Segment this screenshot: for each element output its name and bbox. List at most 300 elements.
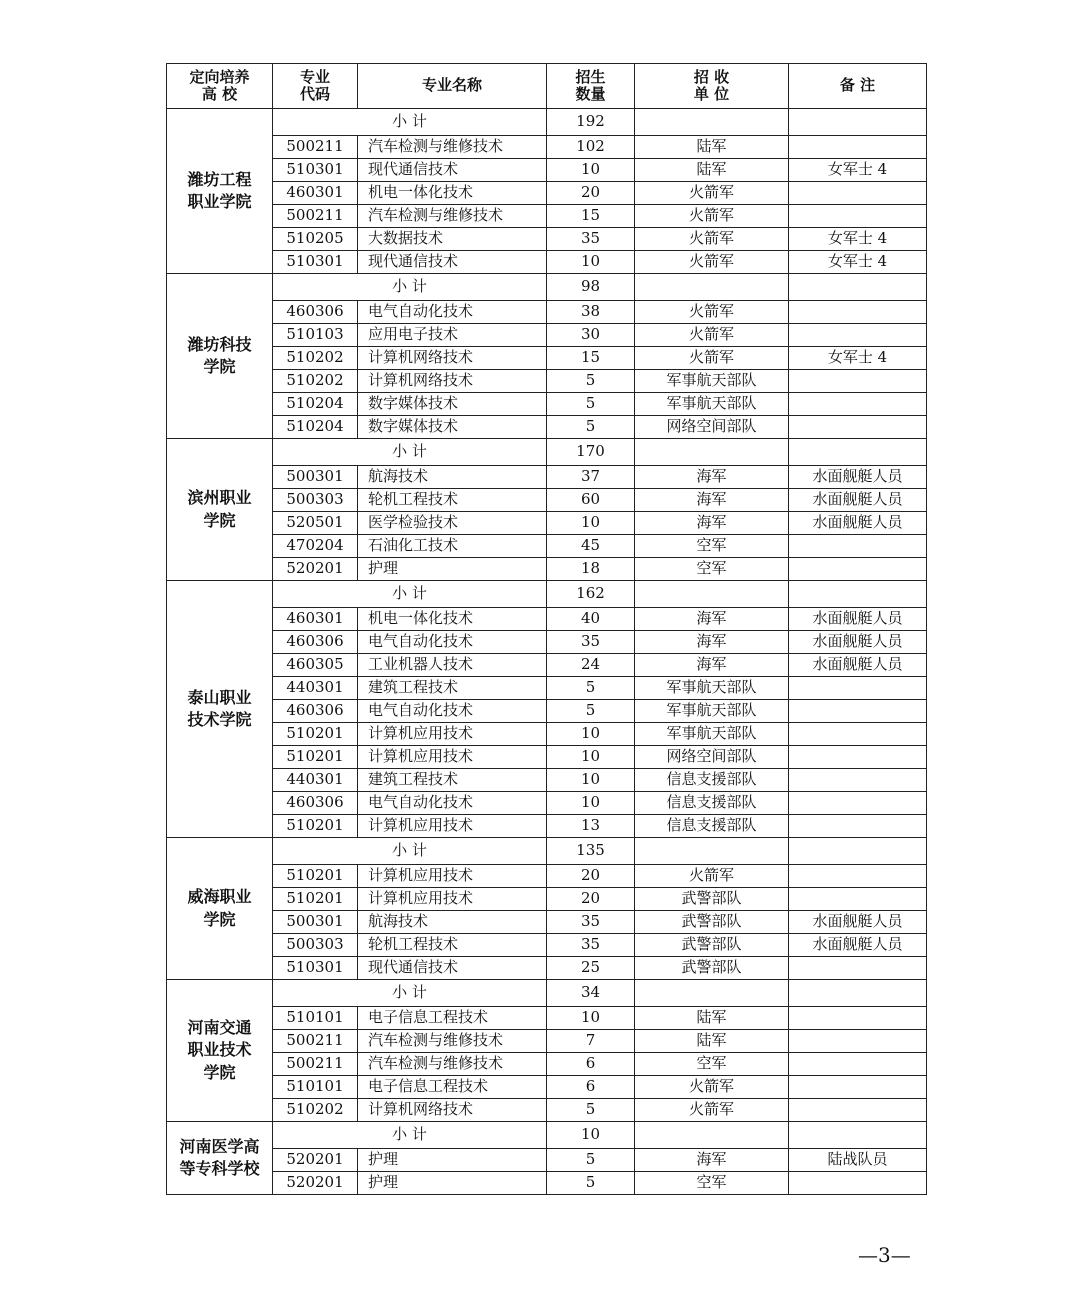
table-row	[167, 535, 927, 558]
table-row	[167, 1076, 927, 1099]
table-row	[167, 347, 927, 370]
major-code: 510204	[273, 393, 358, 416]
table-row	[167, 677, 927, 700]
remark	[789, 301, 927, 324]
major-name: 现代通信技术	[358, 159, 547, 182]
enroll-count: 10	[547, 1007, 635, 1030]
enroll-count: 35	[547, 631, 635, 654]
remark	[789, 136, 927, 159]
major-code: 470204	[273, 535, 358, 558]
subtotal-note-empty	[789, 1122, 927, 1149]
subtotal-note-empty	[789, 439, 927, 466]
remark: 女军士 4	[789, 347, 927, 370]
major-name: 建筑工程技术	[358, 677, 547, 700]
major-code: 460301	[273, 608, 358, 631]
enroll-count: 24	[547, 654, 635, 677]
table-row	[167, 512, 927, 535]
major-code: 510101	[273, 1076, 358, 1099]
major-name: 航海技术	[358, 466, 547, 489]
recruit-unit: 空军	[635, 535, 789, 558]
school-name-line: 学院	[203, 357, 236, 376]
major-code: 460306	[273, 700, 358, 723]
enroll-count: 10	[547, 512, 635, 535]
remark	[789, 815, 927, 838]
table-row	[167, 1007, 927, 1030]
major-name: 护理	[358, 558, 547, 581]
major-name: 计算机应用技术	[358, 865, 547, 888]
table-row	[167, 1053, 927, 1076]
recruit-unit: 网络空间部队	[635, 416, 789, 439]
recruit-unit: 海军	[635, 1149, 789, 1172]
major-code: 520201	[273, 1172, 358, 1195]
table-row	[167, 888, 927, 911]
recruit-unit: 空军	[635, 558, 789, 581]
major-name: 电子信息工程技术	[358, 1076, 547, 1099]
recruit-unit: 信息支援部队	[635, 769, 789, 792]
major-name: 计算机应用技术	[358, 815, 547, 838]
major-code: 510103	[273, 324, 358, 347]
enroll-count: 5	[547, 393, 635, 416]
major-code: 500211	[273, 136, 358, 159]
subtotal-note-empty	[789, 838, 927, 865]
major-code: 510201	[273, 815, 358, 838]
major-name: 计算机应用技术	[358, 746, 547, 769]
school-name-cell	[167, 581, 273, 838]
enroll-count: 5	[547, 370, 635, 393]
major-name: 计算机应用技术	[358, 888, 547, 911]
recruit-unit: 火箭军	[635, 251, 789, 274]
table-row	[167, 136, 927, 159]
major-code: 510301	[273, 251, 358, 274]
major-name: 医学检验技术	[358, 512, 547, 535]
enroll-count: 5	[547, 677, 635, 700]
major-code: 500211	[273, 205, 358, 228]
subtotal-unit-empty	[635, 439, 789, 466]
remark	[789, 535, 927, 558]
school-name-cell	[167, 109, 273, 274]
remark	[789, 865, 927, 888]
remark: 水面舰艇人员	[789, 608, 927, 631]
table-row	[167, 466, 927, 489]
major-code: 510201	[273, 723, 358, 746]
major-code: 510202	[273, 370, 358, 393]
enroll-count: 20	[547, 865, 635, 888]
subtotal-unit-empty	[635, 980, 789, 1007]
enroll-count: 5	[547, 700, 635, 723]
enroll-count: 25	[547, 957, 635, 980]
table-row	[167, 1172, 927, 1195]
school-name-line: 滨州职业	[187, 488, 252, 508]
major-code: 440301	[273, 677, 358, 700]
recruit-unit: 火箭军	[635, 347, 789, 370]
enroll-count: 35	[547, 228, 635, 251]
remark: 水面舰艇人员	[789, 631, 927, 654]
enroll-count: 37	[547, 466, 635, 489]
school-name-line: 学院	[203, 909, 236, 929]
remark	[789, 205, 927, 228]
table-row	[167, 393, 927, 416]
school-name-line: 学院	[203, 510, 236, 530]
major-code: 500303	[273, 934, 358, 957]
school-name-cell	[167, 980, 273, 1122]
enroll-count: 20	[547, 182, 635, 205]
school-name-line: 潍坊工程	[187, 169, 252, 189]
remark	[789, 558, 927, 581]
enroll-count: 45	[547, 535, 635, 558]
school-name-line: 泰山职业	[187, 687, 252, 707]
remark: 水面舰艇人员	[789, 489, 927, 512]
major-name: 计算机网络技术	[358, 347, 547, 370]
subtotal-unit-empty	[635, 1122, 789, 1149]
header-code: 专业 代码	[273, 64, 358, 109]
major-name: 数字媒体技术	[358, 416, 547, 439]
remark	[789, 1030, 927, 1053]
enroll-count: 40	[547, 608, 635, 631]
school-name-cell	[167, 1122, 273, 1195]
enroll-count: 35	[547, 911, 635, 934]
enroll-count: 15	[547, 205, 635, 228]
recruit-unit: 陆军	[635, 1030, 789, 1053]
subtotal-count: 135	[547, 838, 635, 865]
recruit-unit: 军事航天部队	[635, 677, 789, 700]
table-row	[167, 654, 927, 677]
table-row	[167, 489, 927, 512]
enroll-count: 10	[547, 159, 635, 182]
enroll-count: 7	[547, 1030, 635, 1053]
header-school: 定向培养 高 校	[167, 64, 273, 109]
school-name-line: 威海职业	[187, 887, 252, 907]
subtotal-row	[167, 838, 927, 865]
major-name: 现代通信技术	[358, 957, 547, 980]
table-row	[167, 815, 927, 838]
enroll-count: 18	[547, 558, 635, 581]
table-row	[167, 1099, 927, 1122]
school-name-line: 河南医学高	[179, 1136, 260, 1156]
subtotal-label: 小 计	[273, 980, 547, 1007]
major-code: 500211	[273, 1030, 358, 1053]
enroll-count: 10	[547, 251, 635, 274]
remark	[789, 957, 927, 980]
table-row	[167, 700, 927, 723]
subtotal-unit-empty	[635, 581, 789, 608]
recruit-unit: 武警部队	[635, 888, 789, 911]
major-name: 机电一体化技术	[358, 608, 547, 631]
recruit-unit: 军事航天部队	[635, 700, 789, 723]
enroll-count: 5	[547, 1099, 635, 1122]
subtotal-note-empty	[789, 274, 927, 301]
recruit-unit: 军事航天部队	[635, 370, 789, 393]
major-code: 510205	[273, 228, 358, 251]
subtotal-row	[167, 581, 927, 608]
enroll-count: 5	[547, 416, 635, 439]
enroll-count: 5	[547, 1149, 635, 1172]
major-name: 工业机器人技术	[358, 654, 547, 677]
remark: 女军士 4	[789, 228, 927, 251]
subtotal-row	[167, 980, 927, 1007]
enroll-count: 102	[547, 136, 635, 159]
enroll-count: 60	[547, 489, 635, 512]
subtotal-row	[167, 274, 927, 301]
recruit-unit: 信息支援部队	[635, 792, 789, 815]
table-row	[167, 792, 927, 815]
school-name-line: 职业学院	[187, 192, 252, 211]
major-code: 510101	[273, 1007, 358, 1030]
recruit-unit: 火箭军	[635, 301, 789, 324]
enroll-count: 13	[547, 815, 635, 838]
subtotal-row	[167, 1122, 927, 1149]
table-row	[167, 228, 927, 251]
table-row	[167, 182, 927, 205]
subtotal-label: 小 计	[273, 838, 547, 865]
subtotal-count: 162	[547, 581, 635, 608]
major-name: 计算机网络技术	[358, 370, 547, 393]
major-code: 500303	[273, 489, 358, 512]
subtotal-label: 小 计	[273, 109, 547, 136]
major-code: 520201	[273, 1149, 358, 1172]
major-name: 护理	[358, 1149, 547, 1172]
remark: 水面舰艇人员	[789, 911, 927, 934]
enroll-count: 6	[547, 1053, 635, 1076]
major-name: 电气自动化技术	[358, 301, 547, 324]
recruitment-table	[166, 63, 927, 1195]
subtotal-unit-empty	[635, 109, 789, 136]
recruit-unit: 火箭军	[635, 865, 789, 888]
enroll-count: 15	[547, 347, 635, 370]
major-name: 护理	[358, 1172, 547, 1195]
recruit-unit: 武警部队	[635, 934, 789, 957]
remark	[789, 416, 927, 439]
recruit-unit: 火箭军	[635, 1099, 789, 1122]
recruit-unit: 信息支援部队	[635, 815, 789, 838]
remark	[789, 1007, 927, 1030]
table-row	[167, 159, 927, 182]
remark	[789, 1099, 927, 1122]
major-name: 轮机工程技术	[358, 489, 547, 512]
subtotal-unit-empty	[635, 274, 789, 301]
recruit-unit: 火箭军	[635, 1076, 789, 1099]
major-name: 石油化工技术	[358, 535, 547, 558]
remark	[789, 1172, 927, 1195]
major-name: 电气自动化技术	[358, 631, 547, 654]
enroll-count: 10	[547, 792, 635, 815]
major-code: 510301	[273, 159, 358, 182]
major-code: 500211	[273, 1053, 358, 1076]
remark	[789, 1076, 927, 1099]
table-row	[167, 957, 927, 980]
school-name-line: 职业技术	[187, 1040, 252, 1060]
recruit-unit: 海军	[635, 466, 789, 489]
major-code: 520201	[273, 558, 358, 581]
major-name: 汽车检测与维修技术	[358, 136, 547, 159]
major-code: 500301	[273, 466, 358, 489]
recruit-unit: 陆军	[635, 159, 789, 182]
recruit-unit: 海军	[635, 631, 789, 654]
subtotal-note-empty	[789, 581, 927, 608]
remark: 水面舰艇人员	[789, 654, 927, 677]
recruit-unit: 军事航天部队	[635, 723, 789, 746]
remark: 水面舰艇人员	[789, 512, 927, 535]
major-name: 大数据技术	[358, 228, 547, 251]
recruit-unit: 火箭军	[635, 182, 789, 205]
recruit-unit: 网络空间部队	[635, 746, 789, 769]
recruit-unit: 空军	[635, 1172, 789, 1195]
remark: 女军士 4	[789, 251, 927, 274]
subtotal-count: 192	[547, 109, 635, 136]
subtotal-label: 小 计	[273, 274, 547, 301]
major-code: 440301	[273, 769, 358, 792]
enroll-count: 5	[547, 1172, 635, 1195]
major-name: 电气自动化技术	[358, 700, 547, 723]
major-code: 520501	[273, 512, 358, 535]
table-row	[167, 558, 927, 581]
major-code: 460305	[273, 654, 358, 677]
remark: 陆战队员	[789, 1149, 927, 1172]
school-name-line: 等专科学校	[179, 1159, 260, 1178]
table-row	[167, 631, 927, 654]
header-name: 专业名称	[358, 64, 547, 109]
major-code: 510204	[273, 416, 358, 439]
subtotal-label: 小 计	[273, 581, 547, 608]
recruit-unit: 陆军	[635, 136, 789, 159]
header-unit: 招 收 单 位	[635, 64, 789, 109]
table-row	[167, 370, 927, 393]
major-name: 汽车检测与维修技术	[358, 205, 547, 228]
table-row	[167, 911, 927, 934]
major-name: 机电一体化技术	[358, 182, 547, 205]
remark	[789, 324, 927, 347]
remark	[789, 700, 927, 723]
major-code: 500301	[273, 911, 358, 934]
header-note: 备 注	[789, 64, 927, 109]
remark: 水面舰艇人员	[789, 934, 927, 957]
major-name: 汽车检测与维修技术	[358, 1030, 547, 1053]
header-count: 招生 数量	[547, 64, 635, 109]
subtotal-row	[167, 109, 927, 136]
remark: 水面舰艇人员	[789, 466, 927, 489]
school-name-line: 潍坊科技	[187, 334, 252, 354]
table-row	[167, 865, 927, 888]
enroll-count: 10	[547, 723, 635, 746]
remark	[789, 370, 927, 393]
major-code: 510201	[273, 865, 358, 888]
enroll-count: 6	[547, 1076, 635, 1099]
enroll-count: 20	[547, 888, 635, 911]
recruit-unit: 海军	[635, 608, 789, 631]
remark	[789, 769, 927, 792]
table-body	[167, 109, 927, 1195]
recruit-unit: 空军	[635, 1053, 789, 1076]
remark	[789, 746, 927, 769]
table-row	[167, 301, 927, 324]
school-name-line: 学院	[203, 1062, 236, 1082]
major-name: 应用电子技术	[358, 324, 547, 347]
table-row	[167, 608, 927, 631]
recruit-unit: 陆军	[635, 1007, 789, 1030]
recruit-unit: 武警部队	[635, 957, 789, 980]
major-code: 460306	[273, 301, 358, 324]
major-name: 现代通信技术	[358, 251, 547, 274]
table-row	[167, 934, 927, 957]
school-name-cell	[167, 838, 273, 980]
major-name: 航海技术	[358, 911, 547, 934]
enroll-count: 10	[547, 769, 635, 792]
page-number: —3—	[858, 1243, 911, 1267]
recruit-unit: 火箭军	[635, 228, 789, 251]
recruit-unit: 武警部队	[635, 911, 789, 934]
header-row	[167, 64, 927, 109]
major-code: 510301	[273, 957, 358, 980]
subtotal-label: 小 计	[273, 1122, 547, 1149]
major-code: 460301	[273, 182, 358, 205]
subtotal-label: 小 计	[273, 439, 547, 466]
major-code: 510202	[273, 1099, 358, 1122]
major-code: 460306	[273, 792, 358, 815]
remark	[789, 792, 927, 815]
recruit-unit: 火箭军	[635, 205, 789, 228]
table-row	[167, 205, 927, 228]
recruit-unit: 海军	[635, 489, 789, 512]
subtotal-row	[167, 439, 927, 466]
table-row	[167, 723, 927, 746]
remark	[789, 393, 927, 416]
subtotal-note-empty	[789, 980, 927, 1007]
enroll-count: 30	[547, 324, 635, 347]
major-code: 510201	[273, 746, 358, 769]
recruit-unit: 火箭军	[635, 324, 789, 347]
table-row	[167, 1149, 927, 1172]
table-row	[167, 324, 927, 347]
remark	[789, 182, 927, 205]
major-code: 460306	[273, 631, 358, 654]
recruit-unit: 军事航天部队	[635, 393, 789, 416]
recruit-unit: 海军	[635, 654, 789, 677]
major-name: 汽车检测与维修技术	[358, 1053, 547, 1076]
subtotal-note-empty	[789, 109, 927, 136]
recruit-unit: 海军	[635, 512, 789, 535]
school-name-line: 河南交通	[187, 1017, 252, 1037]
remark	[789, 677, 927, 700]
major-name: 电子信息工程技术	[358, 1007, 547, 1030]
school-name-cell	[167, 274, 273, 439]
major-name: 轮机工程技术	[358, 934, 547, 957]
major-name: 电气自动化技术	[358, 792, 547, 815]
subtotal-unit-empty	[635, 838, 789, 865]
subtotal-count: 98	[547, 274, 635, 301]
subtotal-count: 34	[547, 980, 635, 1007]
table-row	[167, 746, 927, 769]
major-code: 510202	[273, 347, 358, 370]
enroll-count: 38	[547, 301, 635, 324]
major-name: 建筑工程技术	[358, 769, 547, 792]
remark	[789, 1053, 927, 1076]
remark	[789, 723, 927, 746]
remark: 女军士 4	[789, 159, 927, 182]
school-name-cell	[167, 439, 273, 581]
table-row	[167, 769, 927, 792]
table-row	[167, 1030, 927, 1053]
enroll-count: 10	[547, 746, 635, 769]
school-name-line: 技术学院	[187, 710, 252, 729]
table-row	[167, 416, 927, 439]
major-name: 计算机应用技术	[358, 723, 547, 746]
enroll-count: 35	[547, 934, 635, 957]
remark	[789, 888, 927, 911]
major-code: 510201	[273, 888, 358, 911]
major-name: 数字媒体技术	[358, 393, 547, 416]
table-row	[167, 251, 927, 274]
subtotal-count: 10	[547, 1122, 635, 1149]
major-name: 计算机网络技术	[358, 1099, 547, 1122]
